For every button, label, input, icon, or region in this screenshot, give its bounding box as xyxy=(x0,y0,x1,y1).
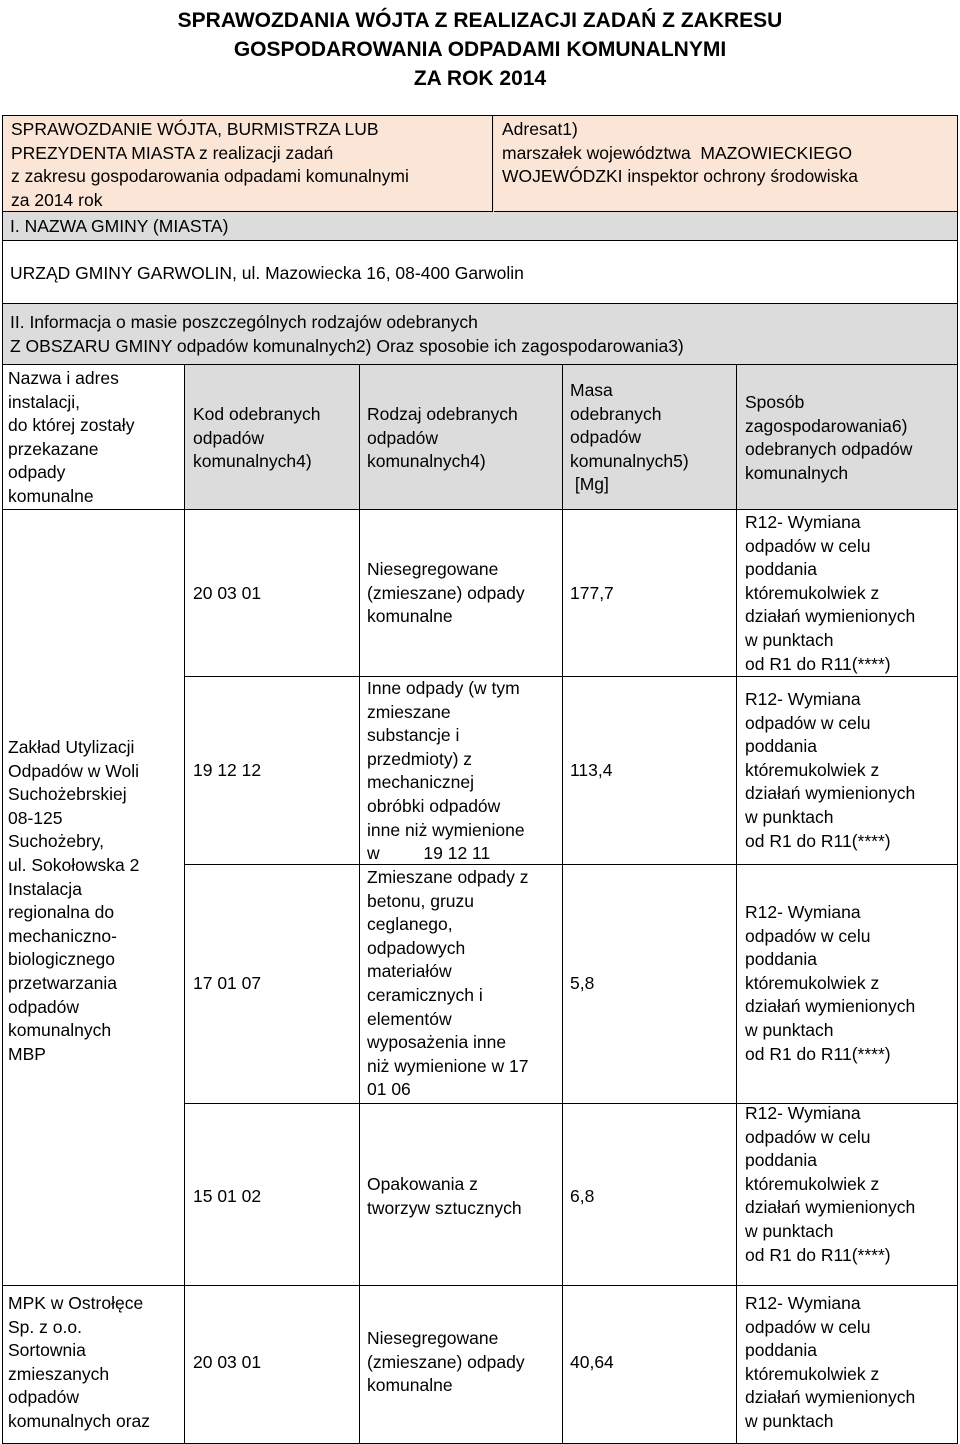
header-line: odpadów xyxy=(570,427,642,448)
disposal-method-line: R12- Wymiana xyxy=(745,512,861,532)
waste-type-line: elementów xyxy=(367,1008,452,1029)
installation-name-line: Suchożebry, xyxy=(8,831,104,852)
waste-type-line: mechanicznej xyxy=(367,772,474,793)
disposal-method-line: poddania xyxy=(745,1340,818,1361)
addressee-cell xyxy=(494,116,957,212)
addressee-line: Adresat1) xyxy=(502,119,578,139)
grid-line xyxy=(736,364,737,1444)
installation-name-line: regionalna do xyxy=(8,902,115,923)
col-header-type xyxy=(367,403,518,474)
installation-name-line: Sortownia xyxy=(8,1340,86,1361)
installation-name-line: odpadów xyxy=(8,996,80,1017)
waste-type-line: (zmieszane) odpady xyxy=(367,1351,525,1372)
waste-type-line: odpadowych xyxy=(367,937,466,958)
installation-name-line: komunalnych xyxy=(8,1020,112,1041)
col-header-code xyxy=(193,403,320,474)
waste-type-line: zmieszane xyxy=(367,701,451,722)
waste-type-line: substancje i xyxy=(367,725,460,746)
grid-line xyxy=(2,1285,958,1286)
waste-type-line: wyposażenia inne xyxy=(367,1032,507,1053)
header-line: przekazane xyxy=(8,438,99,459)
gmina-address: URZĄD GMINY GARWOLIN, ul. Mazowiecka 16, 08-400 Garwolin xyxy=(10,263,524,283)
waste-type-line: ceglanego, xyxy=(367,914,453,935)
report-type-line: SPRAWOZDANIE WÓJTA, BURMISTRZA LUB xyxy=(11,119,379,139)
waste-mass: 40,64 xyxy=(570,1352,614,1372)
header-line: odpadów xyxy=(367,427,439,448)
disposal-method-line: w punktach xyxy=(745,1019,834,1040)
disposal-method-line: odpadów w celu xyxy=(745,925,871,946)
installation-name-line: zmieszanych xyxy=(8,1363,110,1384)
disposal-method-line: działań wymienionych xyxy=(745,1197,916,1218)
header-line: odpadów xyxy=(193,427,265,448)
addressee-line: marszałek województwa MAZOWIECKIEGO xyxy=(502,142,853,163)
disposal-method-line: działań wymienionych xyxy=(745,996,916,1017)
report-type-cell xyxy=(3,116,493,212)
disposal-method-line: odpadów w celu xyxy=(745,1126,871,1147)
installation-name-line: biologicznego xyxy=(8,949,116,970)
col-header-installation xyxy=(8,367,134,509)
waste-type-line: tworzyw sztucznych xyxy=(367,1197,522,1218)
report-type-line: PREZYDENTA MIASTA z realizacji zadań xyxy=(11,142,334,163)
waste-type xyxy=(367,1327,525,1398)
disposal-method-line: poddania xyxy=(745,736,818,757)
waste-code: 17 01 07 xyxy=(193,973,262,993)
disposal-method-line: w punktach xyxy=(745,629,834,650)
disposal-method-line: odpadów w celu xyxy=(745,712,871,733)
disposal-method-line: w punktach xyxy=(745,1410,834,1431)
installation-name-line: mechaniczno- xyxy=(8,925,117,946)
installation-name-line: Odpadów w Woli xyxy=(8,760,139,781)
disposal-method-line: od R1 do R11(****) xyxy=(745,1043,891,1064)
disposal-method-line: od R1 do R11(****) xyxy=(745,653,891,674)
disposal-method-line: R12- Wymiana xyxy=(745,1293,861,1313)
disposal-method-line: R12- Wymiana xyxy=(745,689,861,709)
disposal-method-line: R12- Wymiana xyxy=(745,1103,861,1123)
waste-type-line: betonu, gruzu xyxy=(367,890,475,911)
header-line: odpady xyxy=(8,462,66,483)
disposal-method xyxy=(745,1292,915,1434)
disposal-method-line: działań wymienionych xyxy=(745,1387,916,1408)
waste-type xyxy=(367,1173,522,1220)
waste-type-line: (zmieszane) odpady xyxy=(367,582,525,603)
installation-name-line: MPK w Ostrołęce xyxy=(8,1293,144,1313)
waste-type xyxy=(367,558,525,629)
waste-mass: 6,8 xyxy=(570,1186,595,1206)
header-line: zagospodarowania6) xyxy=(745,415,908,436)
waste-code: 20 03 01 xyxy=(193,1352,262,1372)
installation-name xyxy=(8,736,139,1066)
title-line: ZA ROK 2014 xyxy=(413,67,547,90)
waste-type-line: Niesegregowane xyxy=(367,1328,499,1348)
header-line: komunalnych xyxy=(745,462,849,483)
disposal-method-line: któremukolwiek z xyxy=(745,759,880,780)
report-type-line: z zakresu gospodarowania odpadami komunalnymi xyxy=(11,166,409,187)
installation-name-line: 08-125 xyxy=(8,807,63,828)
disposal-method xyxy=(745,688,915,853)
col-header-method xyxy=(745,391,912,485)
waste-type-line: przedmioty) z xyxy=(367,748,473,769)
waste-type-line: niż wymienione w 17 xyxy=(367,1055,529,1076)
waste-type-line: Inne odpady (w tym xyxy=(367,678,520,698)
installation-name-line: Suchożebrskiej xyxy=(8,784,127,805)
addressee-line: WOJEWÓDZKI inspektor ochrony środowiska xyxy=(502,166,858,187)
disposal-method xyxy=(745,901,915,1066)
waste-type xyxy=(367,866,528,1102)
report-type-line: za 2014 rok xyxy=(11,189,103,210)
disposal-method-line: poddania xyxy=(745,949,818,970)
installation-name-line: Sp. z o.o. xyxy=(8,1316,82,1337)
header-line: komunalnych5) xyxy=(570,450,689,471)
disposal-method-line: działań wymienionych xyxy=(745,783,916,804)
header-line: odebranych odpadów xyxy=(745,439,913,460)
section-2-line: Z OBSZARU GMINY odpadów komunalnych2) Oraz sposobie ich zagospodarowania3) xyxy=(10,335,684,356)
installation-name-line: ul. Sokołowska 2 xyxy=(8,854,140,875)
grid-line xyxy=(2,509,958,510)
installation-name-line: komunalnych oraz xyxy=(8,1410,151,1431)
header-line: Rodzaj odebranych xyxy=(367,404,518,424)
disposal-method-line: R12- Wymiana xyxy=(745,902,861,922)
disposal-method-line: odpadów w celu xyxy=(745,535,871,556)
disposal-method-line: któremukolwiek z xyxy=(745,1173,880,1194)
header-line: komunalnych4) xyxy=(193,451,312,472)
col-header-mass xyxy=(570,379,689,497)
waste-type-line: w 19 12 11 xyxy=(367,843,491,864)
waste-mass: 113,4 xyxy=(570,760,613,780)
header-line: Nazwa i adres xyxy=(8,368,119,388)
disposal-method xyxy=(745,511,915,676)
header-line: odebranych xyxy=(570,403,662,424)
header-line: do której zostały xyxy=(8,415,135,436)
disposal-method-line: poddania xyxy=(745,559,818,580)
title-line: GOSPODAROWANIA ODPADAMI KOMUNALNYMI xyxy=(233,38,727,61)
disposal-method-line: w punktach xyxy=(745,806,834,827)
waste-type-line: Opakowania z xyxy=(367,1174,478,1194)
section-2-line: II. Informacja o masie poszczególnych rodzajów odebranych xyxy=(10,312,478,332)
grid-line xyxy=(562,364,563,1444)
installation-name xyxy=(8,1292,150,1434)
disposal-method-line: któremukolwiek z xyxy=(745,1363,880,1384)
installation-name-line: przetwarzania xyxy=(8,972,117,993)
disposal-method-line: w punktach xyxy=(745,1220,834,1241)
disposal-method-line: działań wymienionych xyxy=(745,606,916,627)
disposal-method-line: odpadów w celu xyxy=(745,1316,871,1337)
waste-type-line: 01 06 xyxy=(367,1079,411,1100)
header-line: [Mg] xyxy=(570,474,609,495)
waste-type-line: komunalne xyxy=(367,606,453,627)
grid-line xyxy=(184,864,958,865)
waste-type-line: Niesegregowane xyxy=(367,559,499,579)
disposal-method xyxy=(745,1102,915,1267)
waste-type-line: obróbki odpadów xyxy=(367,795,501,816)
waste-type-line: ceramicznych i xyxy=(367,984,483,1005)
disposal-method-line: któremukolwiek z xyxy=(745,582,880,603)
grid-line xyxy=(184,364,185,1444)
section-1-label: I. NAZWA GMINY (MIASTA) xyxy=(10,216,229,236)
disposal-method-line: poddania xyxy=(745,1150,818,1171)
header-line: komunalne xyxy=(8,485,94,506)
header-line: Kod odebranych xyxy=(193,404,321,424)
disposal-method-line: od R1 do R11(****) xyxy=(745,1244,891,1265)
waste-code: 15 01 02 xyxy=(193,1186,262,1206)
installation-name-line: MBP xyxy=(8,1043,46,1064)
waste-type-line: materiałów xyxy=(367,961,452,982)
disposal-method-line: od R1 do R11(****) xyxy=(745,830,891,851)
waste-mass: 5,8 xyxy=(570,973,595,993)
grid-line xyxy=(359,364,360,1444)
disposal-method-line: któremukolwiek z xyxy=(745,972,880,993)
waste-mass: 177,7 xyxy=(570,583,614,603)
installation-name-line: Zakład Utylizacji xyxy=(8,737,135,757)
waste-type-line: inne niż wymienione xyxy=(367,819,525,840)
waste-code: 20 03 01 xyxy=(193,583,262,603)
waste-type-line: komunalne xyxy=(367,1375,453,1396)
header-line: Sposób xyxy=(745,392,805,412)
header-line: komunalnych4) xyxy=(367,451,486,472)
installation-name-line: Instalacja xyxy=(8,878,82,899)
report-title xyxy=(0,6,960,93)
waste-type-line: Zmieszane odpady z xyxy=(367,867,529,887)
waste-code: 19 12 12 xyxy=(193,760,262,780)
installation-name-line: odpadów xyxy=(8,1387,80,1408)
title-line: SPRAWOZDANIA WÓJTA Z REALIZACJI ZADAŃ Z ZAKRESU xyxy=(177,9,783,32)
section-2-heading xyxy=(10,311,684,358)
header-line: Masa xyxy=(570,380,613,400)
waste-type xyxy=(367,677,525,866)
header-line: instalacji, xyxy=(8,391,80,412)
